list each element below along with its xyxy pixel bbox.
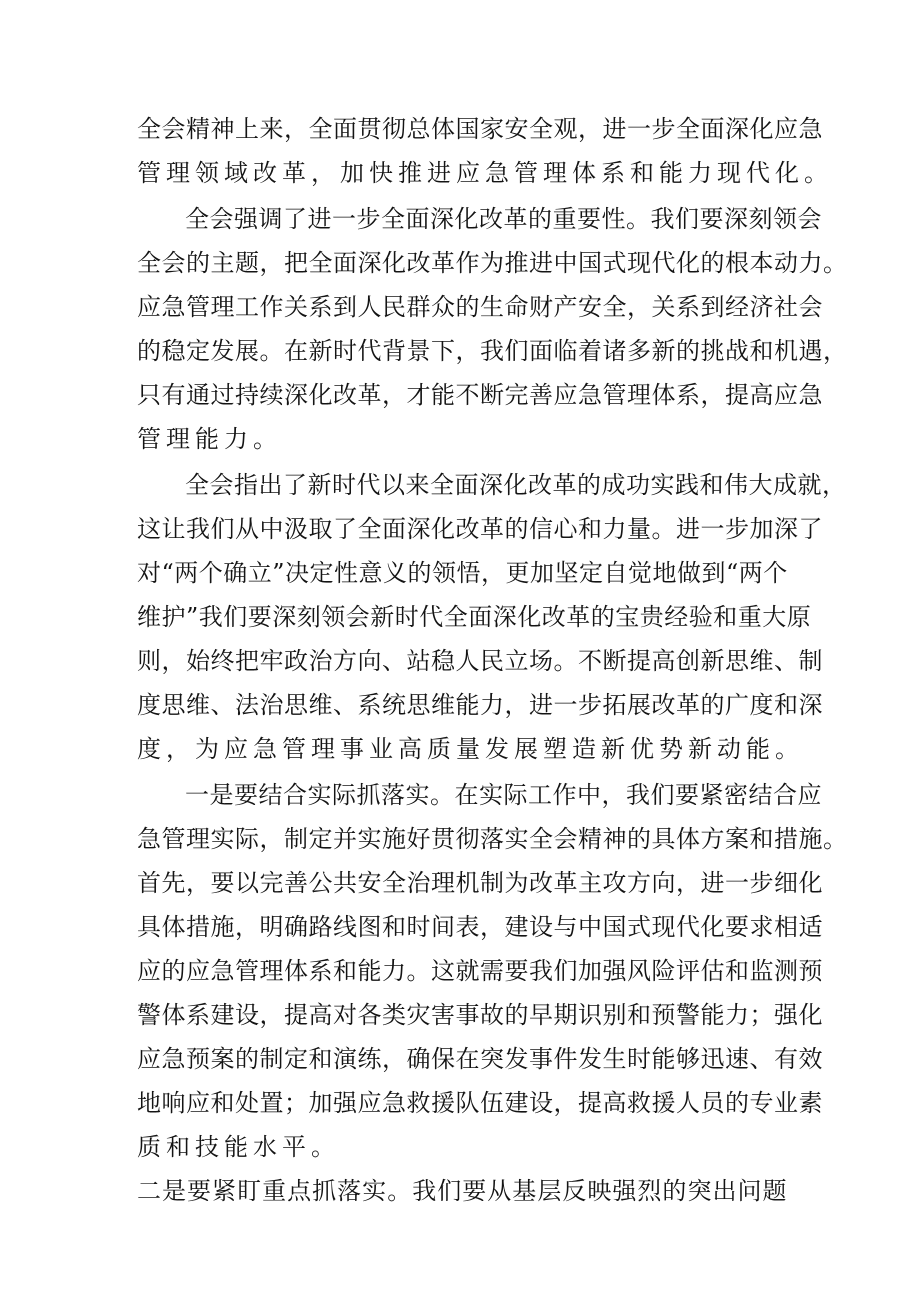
text-line: 地响应和处置；加强应急救援队伍建设，提高救援人员的专业素 — [137, 1089, 823, 1117]
text-line: 对“两个确立”决定性意义的领悟，更加坚定自觉地做到“两个 — [137, 559, 788, 587]
paragraph-first-line: 全会强调了进一步全面深化改革的重要性。我们要深刻领会 — [185, 205, 822, 233]
text-line: 应的应急管理体系和能力。这就需要我们加强风险评估和监测预 — [137, 957, 823, 985]
text-line: 全会的主题，把全面深化改革作为推进中国式现代化的根本动力。 — [137, 249, 848, 277]
text-line: 应急预案的制定和演练，确保在突发事件发生时能够迅速、有效 — [137, 1045, 823, 1073]
text-line: 应急管理工作关系到人民群众的生命财产安全，关系到经济社会 — [137, 293, 823, 321]
text-line: 首先，要以完善公共安全治理机制为改革主攻方向，进一步细化 — [137, 869, 823, 897]
text-line: 急管理实际，制定并实施好贯彻落实全会精神的具体方案和措施。 — [137, 825, 848, 853]
text-line: 全会精神上来，全面贯彻总体国家安全观，进一步全面深化应急 — [137, 115, 823, 143]
paragraph-first-line: 一是要结合实际抓落实。在实际工作中，我们要紧密结合应 — [185, 781, 822, 809]
text-line: 的稳定发展。在新时代背景下，我们面临着诸多新的挑战和机遇， — [137, 337, 848, 365]
text-line: 则，始终把牢政治方向、站稳人民立场。不断提高创新思维、制 — [137, 647, 823, 675]
text-line: 维护”我们要深刻领会新时代全面深化改革的宝贵经验和重大原 — [137, 603, 812, 631]
text-line: 警体系建设，提高对各类灾害事故的早期识别和预警能力；强化 — [137, 1001, 823, 1029]
paragraph-first-line: 全会指出了新时代以来全面深化改革的成功实践和伟大成就， — [185, 471, 847, 499]
text-line: 管理能力。 — [137, 425, 282, 453]
text-line: 只有通过持续深化改革，才能不断完善应急管理体系，提高应急 — [137, 381, 823, 409]
text-line: 管理领域改革，加快推进应急管理体系和能力现代化。 — [137, 159, 833, 187]
paragraph-first-line: 二是要紧盯重点抓落实。我们要从基层反映强烈的突出问题 — [137, 1177, 787, 1205]
text-line: 度思维、法治思维、系统思维能力，进一步拓展改革的广度和深 — [137, 691, 823, 719]
text-line: 具体措施，明确路线图和时间表，建设与中国式现代化要求相适 — [137, 913, 823, 941]
text-line: 度，为应急管理事业高质量发展塑造新优势新动能。 — [137, 735, 804, 763]
text-line: 质和技能水平。 — [137, 1133, 340, 1161]
text-line: 这让我们从中汲取了全面深化改革的信心和力量。进一步加深了 — [137, 515, 823, 543]
